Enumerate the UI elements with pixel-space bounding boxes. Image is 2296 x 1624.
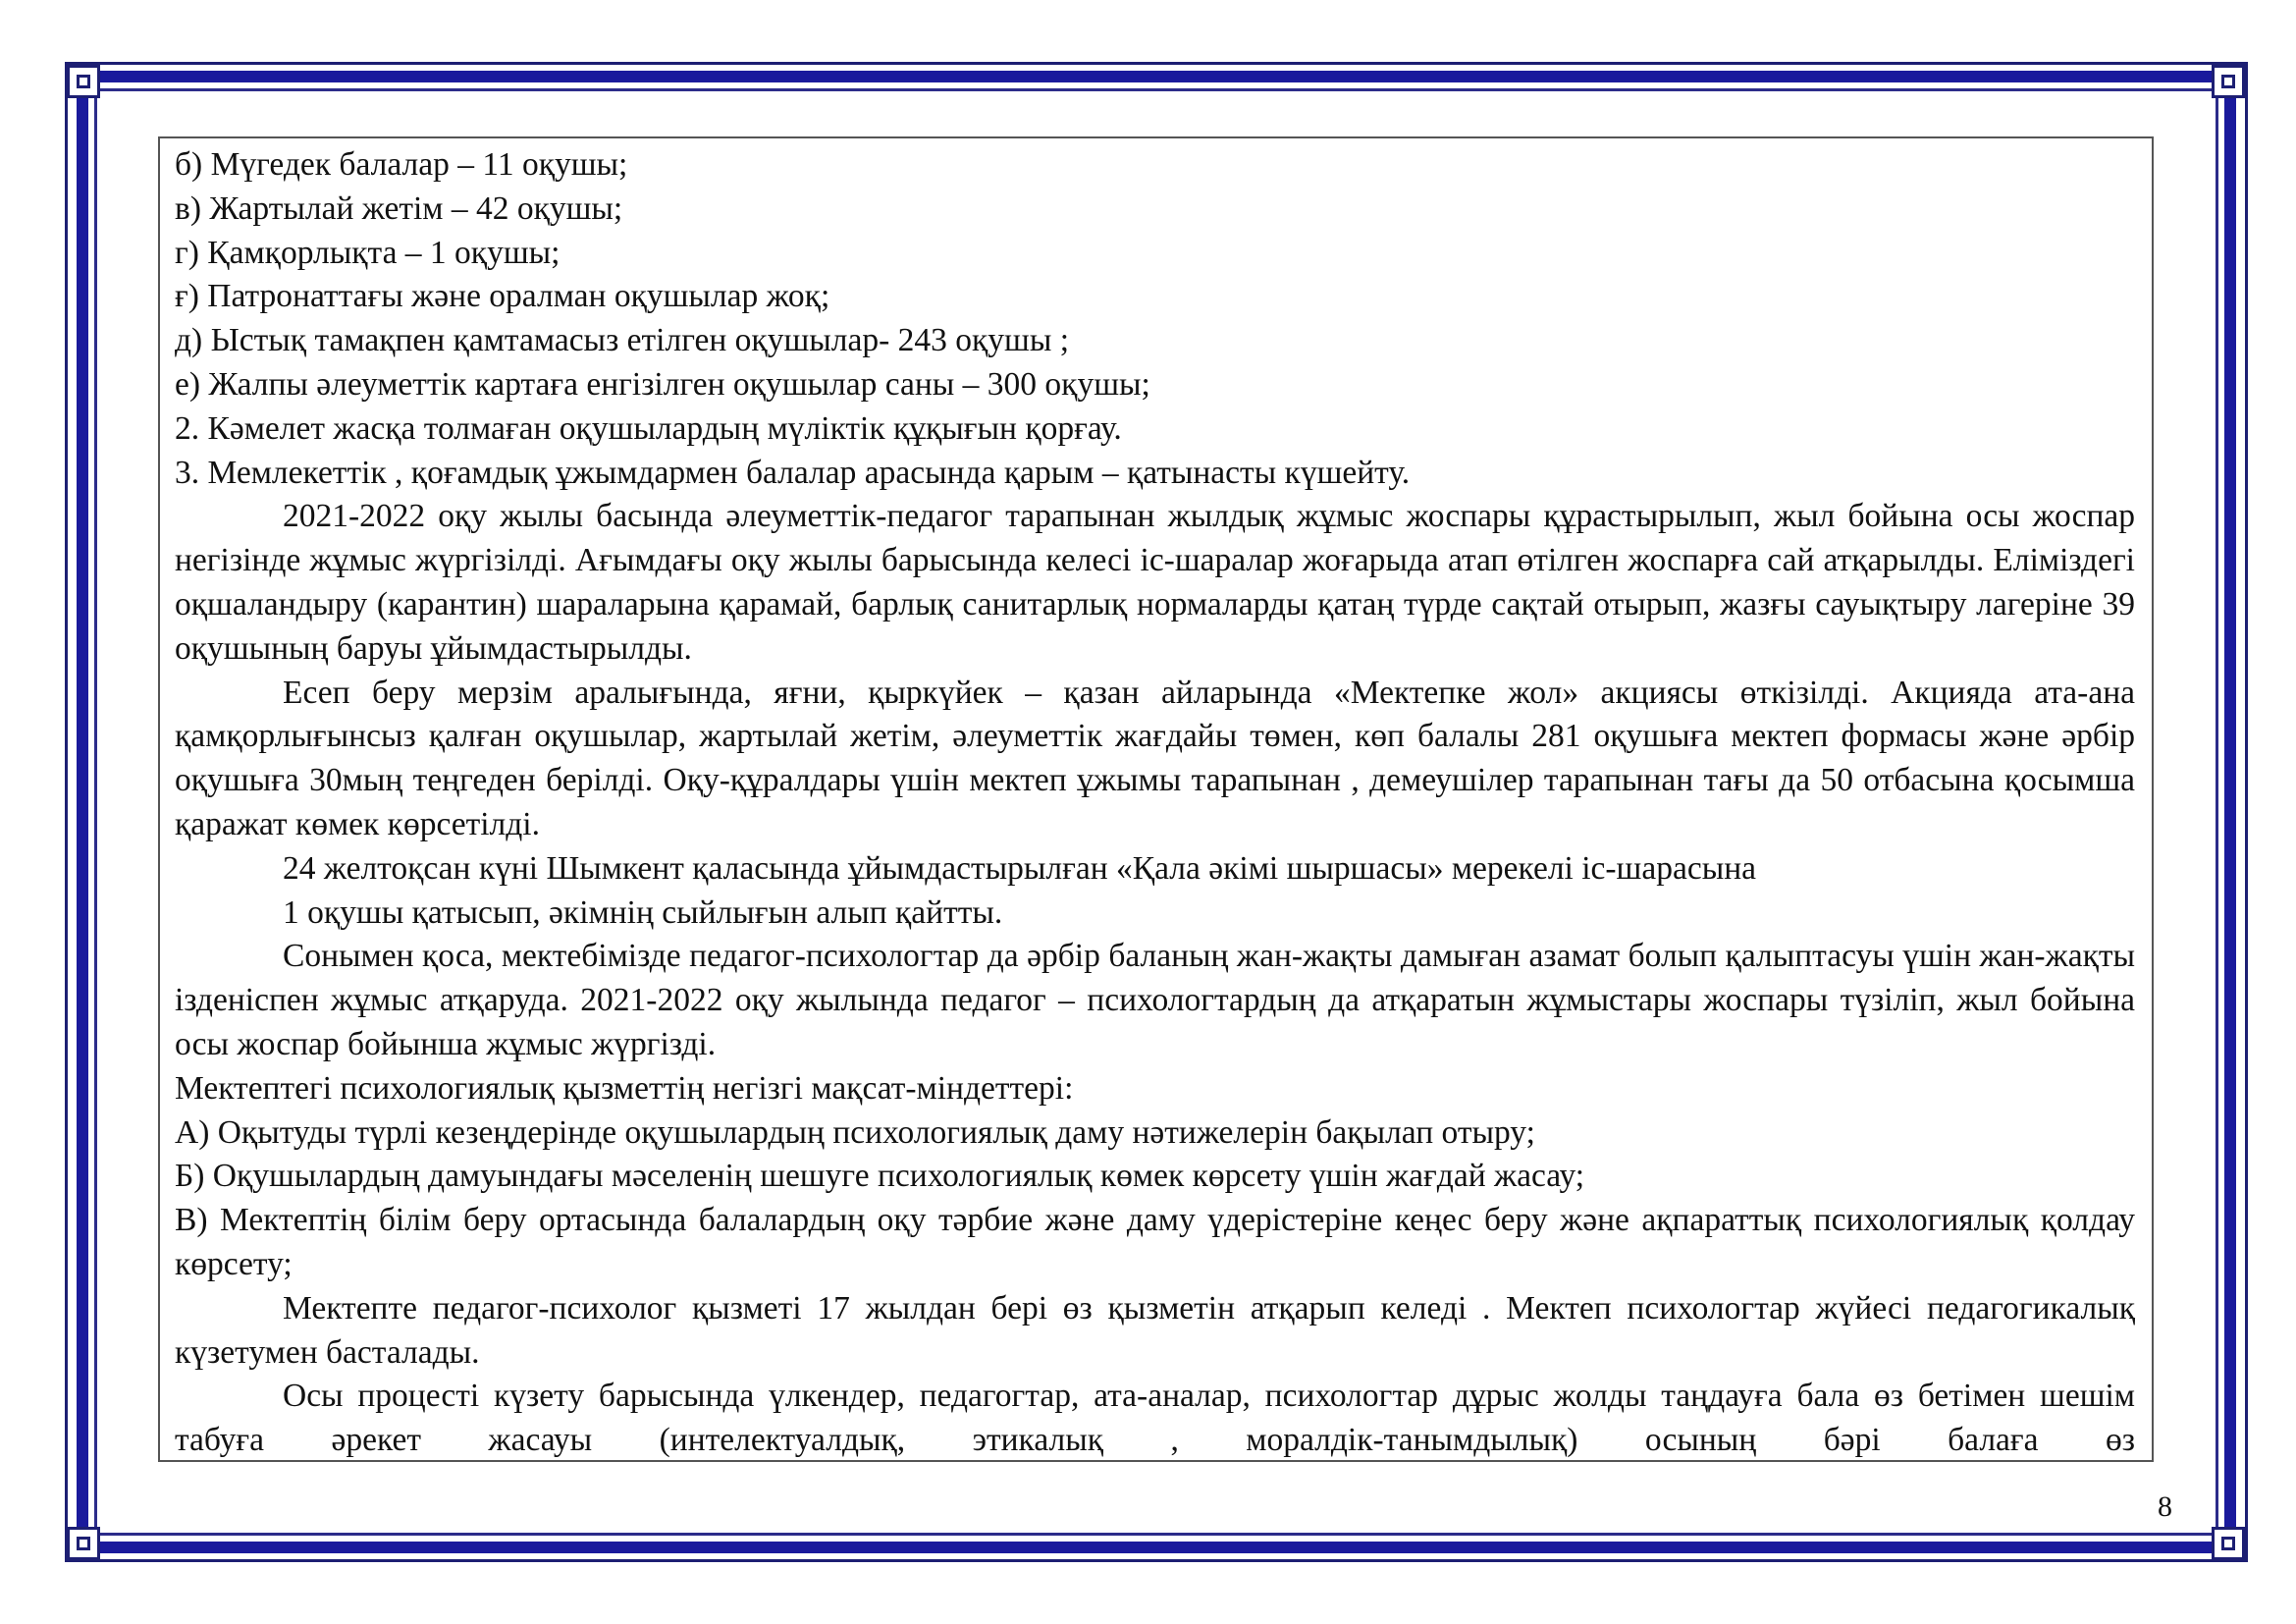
frame-corner-ornament — [67, 65, 100, 98]
paragraph-psychologists-work: Сонымен қоса, мектебімізде педагог-психологтар да әрбір баланың жан-жақты дамыған азамат болып қалыптасуы үшін жан-жақты ізденіспен жұмыс атқаруда. 2021-2022 оқу жылында педагог – психологтардың да атқаратын жұмыстары жоспары түзіліп, жыл бойына осы жоспар бойынша жұмыс жүргізді. — [175, 938, 2135, 1062]
list-item: в) Жартылай жетім – 42 оқушы; — [175, 189, 623, 227]
section-heading-psychology-goals: Мектептегі психологиялық қызметтің негізгі мақсат-міндеттері: — [175, 1069, 1074, 1107]
frame-corner-ornament — [2212, 65, 2245, 98]
paragraph-psychologist-service: Мектепте педагог-психолог қызметі 17 жылдан бері өз қызметін атқарып келеді . Мектеп психологтар жүйесі педагогикалық күзетумен басталады. — [175, 1289, 2135, 1371]
frame-corner-ornament — [2212, 1527, 2245, 1560]
document-text-box — [158, 136, 2154, 1462]
paragraph-new-year-event: 24 желтоқсан күні Шымкент қаласында ұйымдастырылған «Қала әкімі шыршасы» мерекелі іс-шарасына — [283, 849, 1757, 887]
list-item: д) Ыстық тамақпен қамтамасыз етілген оқушылар- 243 оқушы ; — [175, 322, 1070, 359]
list-item: г) Қамқорлықта – 1 оқушы; — [175, 234, 561, 271]
numbered-item: 2. Кәмелет жасқа толмаған оқушылардың мүліктік құқығын қорғау. — [175, 409, 1122, 447]
paragraph-observation-process: Осы процесті күзету барысында үлкендер, педагогтар, ата-аналар, психологтар дұрыс жолды таңдауға бала өз бетімен шешім табуға әрекет жасауы (интелектуалдық, этикалық , моралдік-танымдылық) осының бәрі балаға өз — [175, 1378, 2135, 1459]
frame-corner-ornament — [67, 1527, 100, 1560]
goal-item: Б) Оқушылардың дамуындағы мәселенің шешуге психологиялық көмек көрсету үшін жағдай жасау; — [175, 1158, 1585, 1195]
list-item: ғ) Патронаттағы және оралман оқушылар жоқ; — [175, 278, 830, 315]
paragraph-social-pedagog-plan: 2021-2022 оқу жылы басында әлеуметтік-педагог тарапынан жылдық жұмыс жоспары құрастырылып, жыл бойына осы жоспар негізінде жұмыс жүргізілді. Ағымдағы оқу жылы барысында келесі іс-шаралар жоғарыда атап өтілген жоспарға сай атқарылды. Еліміздегі оқшаландыру (карантин) шараларына қарамай, барлық санитарлық нормаларды қатаң түрде сақтай отырып, жазғы сауықтыру лагеріне 39 оқушының баруы ұйымдастырылды. — [175, 498, 2135, 667]
page-number: 8 — [2158, 1490, 2172, 1523]
numbered-item: 3. Мемлекеттік , қоғамдық ұжымдармен балалар арасында қарым – қатынасты күшейту. — [175, 454, 1411, 491]
list-item: б) Мүгедек балалар – 11 оқушы; — [175, 146, 628, 183]
goal-item: В) Мектептің білім беру ортасында балалардың оқу тәрбие және даму үдерістеріне кеңес беру және ақпараттық психологиялық қолдау көрсету; — [175, 1202, 2135, 1282]
paragraph-new-year-event-continued: 1 оқушы қатысып, әкімнің сыйлығын алып қайтты. — [283, 893, 1003, 931]
paragraph-school-road-campaign: Есеп беру мерзім аралығында, яғни, қыркүйек – қазан айларында «Мектепке жол» акциясы өткізілді. Акцияда ата-ана қамқорлығынсыз қалған оқушылар, жартылай жетім, әлеуметтік жағдайы төмен, көп балалы 281 оқушыға мектеп формасы және әрбір оқушыға 30мың теңгеден берілді. Оқу-құралдары үшін мектеп ұжымы тарапынан , демеушілер тарапынан тағы да 50 отбасына қосымша қаражат көмек көрсетілді. — [175, 674, 2135, 842]
list-item: е) Жалпы әлеуметтік картаға енгізілген оқушылар саны – 300 оқушы; — [175, 365, 1150, 403]
goal-item: А) Оқытуды түрлі кезеңдерінде оқушылардың психологиялық даму нәтижелерін бақылап отыру; — [175, 1113, 1535, 1151]
